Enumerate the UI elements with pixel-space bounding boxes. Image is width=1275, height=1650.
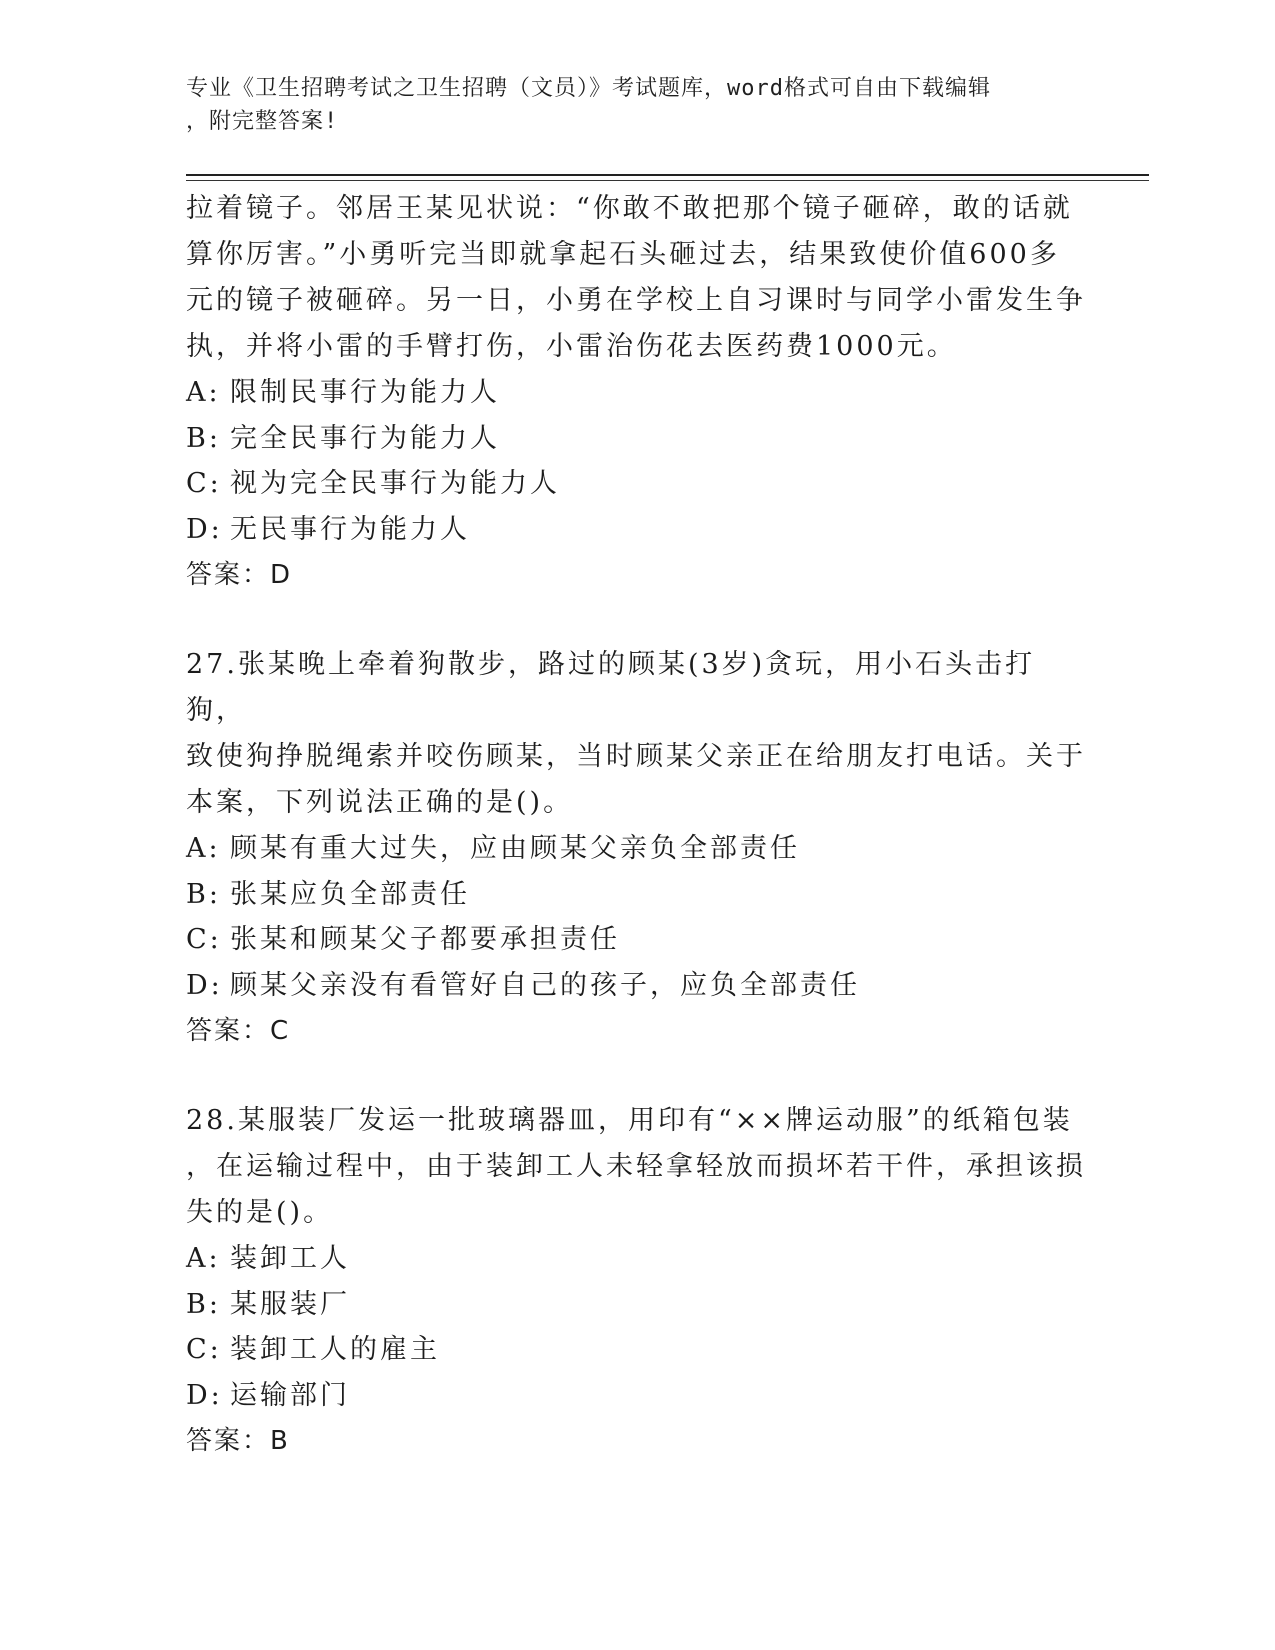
option-c (186, 461, 1086, 507)
question-stem-line: 失的是()。 (186, 1197, 334, 1228)
option-a (186, 1236, 1086, 1282)
option-d (186, 963, 1086, 1009)
question-27 (186, 642, 1086, 1054)
option-letter: B: (186, 422, 221, 454)
option-letter: C: (186, 924, 222, 955)
option-text: 顾某有重大过失，应由顾某父亲负全部责任 (230, 833, 800, 864)
option-a (186, 370, 1086, 416)
question-stem-line: 28.某服装厂发运一批玻璃器皿，用印有“××牌运动服”的纸箱包装 (186, 1105, 1073, 1136)
option-text: 张某和顾某父子都要承担责任 (230, 924, 620, 955)
option-text: 限制民事行为能力人 (230, 377, 500, 408)
option-d (186, 507, 1086, 553)
question-stem-line: ，在运输过程中，由于装卸工人未轻拿轻放而损坏若干件，承担该损 (186, 1151, 1086, 1182)
option-b (186, 416, 1086, 462)
option-text: 视为完全民事行为能力人 (230, 468, 560, 499)
option-letter: C: (186, 468, 222, 499)
option-letter: A: (186, 1243, 221, 1274)
option-letter: D: (186, 1379, 223, 1411)
option-letter: A: (186, 833, 221, 864)
option-d (186, 1373, 1086, 1419)
header-line-1: 专业《卫生招聘考试之卫生招聘（文员）》考试题库，word格式可自由下载编辑 (186, 76, 991, 101)
answer-line: 答案：C (186, 1016, 291, 1046)
question-stem-line: 算你厉害。”小勇听完当即就拿起石头砸过去，结果致使价值600多 (186, 239, 1060, 270)
option-c (186, 1327, 1086, 1373)
document-header (186, 72, 1066, 138)
header-divider-thick (186, 174, 1149, 176)
question-spacer (186, 1054, 1086, 1098)
option-letter: C: (186, 1334, 222, 1365)
option-text: 运输部门 (230, 1379, 350, 1411)
option-text: 张某应负全部责任 (230, 878, 470, 910)
question-spacer (186, 598, 1086, 642)
option-text: 顾某父亲没有看管好自己的孩子，应负全部责任 (230, 969, 860, 1001)
option-text: 无民事行为能力人 (230, 513, 470, 545)
option-letter: B: (186, 1288, 221, 1320)
option-letter: D: (186, 513, 223, 545)
option-letter: A: (186, 377, 221, 408)
option-b (186, 1282, 1086, 1328)
option-c (186, 917, 1086, 963)
option-letter: B: (186, 878, 221, 910)
answer-line: 答案：B (186, 1426, 290, 1456)
question-stem-line: 本案，下列说法正确的是()。 (186, 787, 574, 818)
header-line-2: ，附完整答案! (186, 109, 339, 134)
question-stem-line: 执，并将小雷的手臂打伤，小雷治伤花去医药费1000元。 (186, 331, 957, 362)
question-stem-line: 27.张某晚上牵着狗散步，路过的顾某(3岁)贪玩，用小石头击打狗， (186, 649, 1036, 726)
question-stem-line: 元的镜子被砸碎。另一日，小勇在学校上自习课时与同学小雷发生争 (186, 285, 1086, 316)
question-26 (186, 186, 1086, 598)
header-divider-thin (186, 180, 1149, 181)
question-stem-line: 拉着镜子。邻居王某见状说：“你敢不敢把那个镜子砸碎，敢的话就 (186, 193, 1073, 224)
answer-line: 答案：D (186, 560, 293, 590)
question-stem-line: 致使狗挣脱绳索并咬伤顾某，当时顾某父亲正在给朋友打电话。关于 (186, 741, 1086, 772)
option-text: 装卸工人的雇主 (230, 1334, 440, 1365)
question-list (186, 186, 1086, 1464)
option-a (186, 826, 1086, 872)
option-b (186, 872, 1086, 918)
question-28 (186, 1098, 1086, 1464)
option-text: 某服装厂 (230, 1288, 350, 1320)
option-text: 装卸工人 (230, 1243, 350, 1274)
option-letter: D: (186, 969, 223, 1001)
option-text: 完全民事行为能力人 (230, 422, 500, 454)
